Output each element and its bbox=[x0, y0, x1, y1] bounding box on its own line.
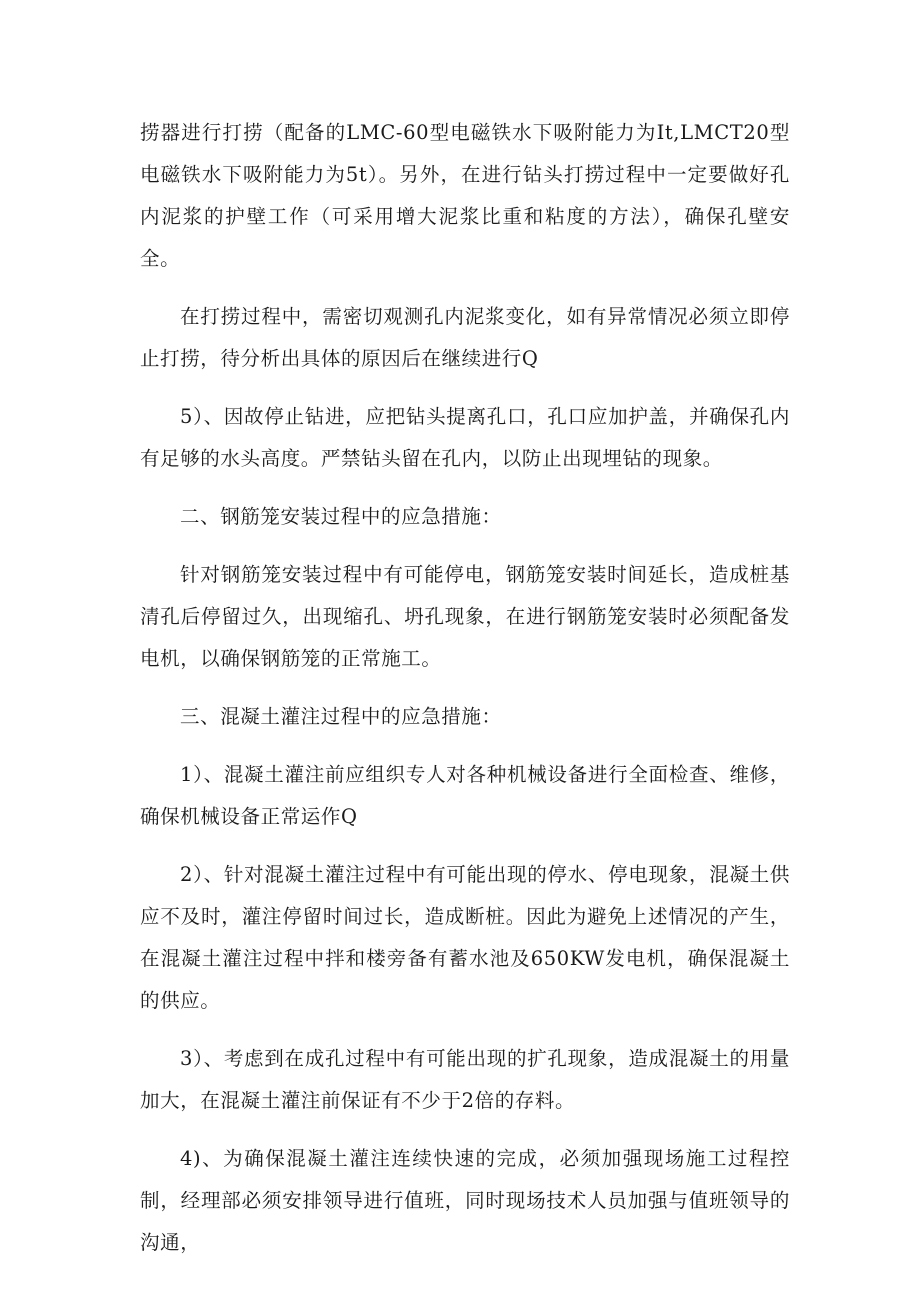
paragraph-drilling-stop: 5）、因故停止钻进，应把钻头提离孔口，孔口应加护盖，并确保孔内有足够的水头高度。严禁钻头留在孔内，以防止出现埋钻的现象。 bbox=[140, 405, 790, 470]
paragraph-salvage-equipment: 捞器进行打捞（配备的LMC-60型电磁铁水下吸附能力为It,LMCT20型电磁铁水下吸附能力为5t）。另外，在进行钻头打捞过程中一定要做好孔内泥浆的护壁工作（可采用增大泥浆比重和粘度的方法），确保孔壁安全。 bbox=[140, 121, 790, 270]
paragraph-concrete-item-1: 1）、混凝土灌注前应组织专人对各种机械设备进行全面检查、维修，确保机械设备正常运作Q bbox=[140, 763, 790, 828]
document-body bbox=[140, 112, 790, 1280]
section-heading-concrete-pouring: 三、混凝土灌注过程中的应急措施： bbox=[180, 705, 502, 728]
paragraph-rebar-cage: 针对钢筋笼安装过程中有可能停电，钢筋笼安装时间延长，造成桩基清孔后停留过久，出现缩孔、坍孔现象，在进行钢筋笼安装时必须配备发电机，以确保钢筋笼的正常施工。 bbox=[140, 563, 790, 670]
paragraph-concrete-item-3: 3）、考虑到在成孔过程中有可能出现的扩孔现象，造成混凝土的用量加大，在混凝土灌注前保证有不少于2倍的存料。 bbox=[140, 1047, 790, 1112]
section-heading-rebar-cage: 二、钢筋笼安装过程中的应急措施： bbox=[180, 505, 502, 528]
paragraph-concrete-item-2: 2）、针对混凝土灌注过程中有可能出现的停水、停电现象，混凝土供应不及时，灌注停留时间过长，造成断桩。因此为避免上述情况的产生，在混凝土灌注过程中拌和楼旁备有蓄水池及650KW发电机，确保混凝土的供应。 bbox=[140, 863, 790, 1012]
paragraph-salvage-monitoring: 在打捞过程中，需密切观测孔内泥浆变化，如有异常情况必须立即停止打捞，待分析出具体的原因后在继续进行Q bbox=[140, 305, 790, 370]
paragraph-concrete-item-4: 4)、为确保混凝土灌注连续快速的完成，必须加强现场施工过程控制，经理部必须安排领导进行值班，同时现场技术人员加强与值班领导的沟通， bbox=[140, 1147, 790, 1254]
